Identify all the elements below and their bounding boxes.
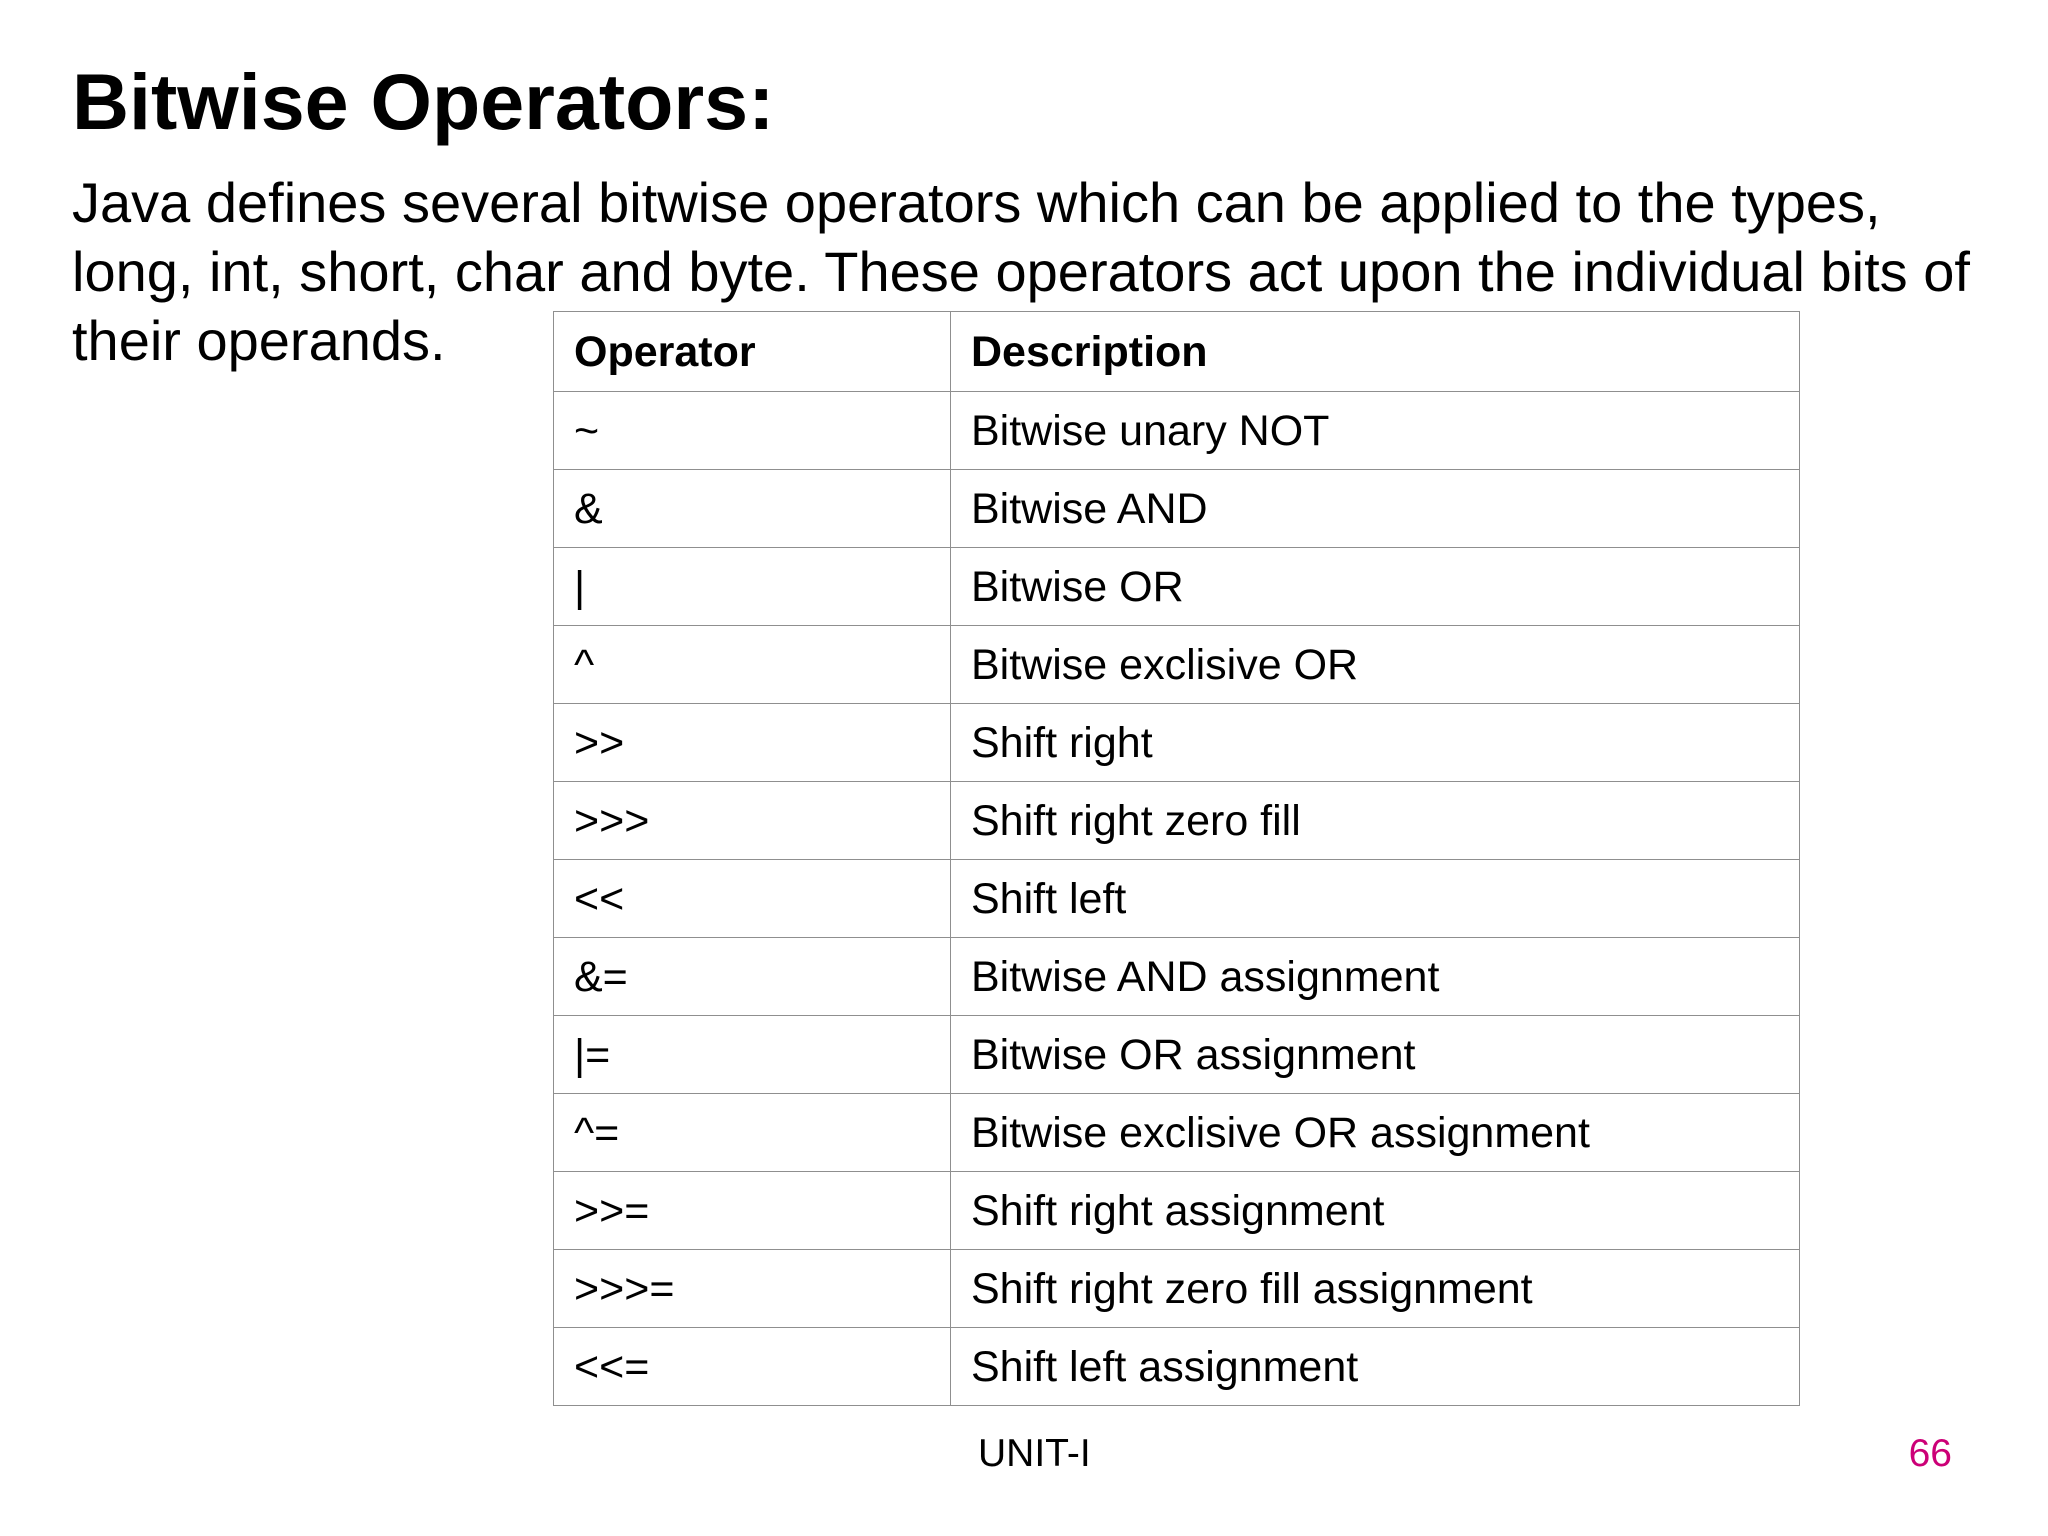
table-row — [554, 782, 1800, 860]
intro-paragraph: Java defines several bitwise operators which can be applied to the types, long, int, short, char and byte. These operators act upon the individual bits of their operands. — [72, 171, 1970, 372]
slide-page-number: 66 — [1908, 1432, 1952, 1475]
table-row — [554, 470, 1800, 548]
operator-cell: ^ — [554, 626, 951, 704]
operator-cell: &= — [554, 938, 951, 1016]
description-cell: Bitwise OR assignment — [951, 1016, 1800, 1094]
operator-cell: ^= — [554, 1094, 951, 1172]
table-row — [554, 548, 1800, 626]
operator-cell: >>= — [554, 1172, 951, 1250]
slide-title: Bitwise Operators: — [72, 57, 775, 146]
description-cell: Shift left assignment — [951, 1328, 1800, 1406]
operator-cell: | — [554, 548, 951, 626]
table-row — [554, 1094, 1800, 1172]
table-row — [554, 1172, 1800, 1250]
table-row — [554, 626, 1800, 704]
operator-cell: ~ — [554, 392, 951, 470]
description-cell: Shift right — [951, 704, 1800, 782]
description-cell: Bitwise unary NOT — [951, 392, 1800, 470]
description-cell: Shift right assignment — [951, 1172, 1800, 1250]
operator-cell: >> — [554, 704, 951, 782]
description-cell: Shift right zero fill assignment — [951, 1250, 1800, 1328]
description-cell: Bitwise OR — [951, 548, 1800, 626]
description-cell: Bitwise AND — [951, 470, 1800, 548]
footer-unit-label: UNIT-I — [978, 1432, 1091, 1475]
operator-cell: << — [554, 860, 951, 938]
table-row — [554, 392, 1800, 470]
column-header-description: Description — [951, 312, 1800, 392]
table-row — [554, 1328, 1800, 1406]
description-cell: Bitwise exclisive OR assignment — [951, 1094, 1800, 1172]
description-cell: Bitwise AND assignment — [951, 938, 1800, 1016]
table-row — [554, 1016, 1800, 1094]
description-cell: Bitwise exclisive OR — [951, 626, 1800, 704]
table-row — [554, 1250, 1800, 1328]
operator-cell: >>> — [554, 782, 951, 860]
operators-table — [553, 311, 1800, 1406]
operator-cell: >>>= — [554, 1250, 951, 1328]
description-cell: Shift left — [951, 860, 1800, 938]
operator-cell: & — [554, 470, 951, 548]
table-row — [554, 704, 1800, 782]
table-row — [554, 860, 1800, 938]
table-header-row — [554, 312, 1800, 392]
table-row — [554, 938, 1800, 1016]
operator-cell: <<= — [554, 1328, 951, 1406]
column-header-operator: Operator — [554, 312, 951, 392]
operator-cell: |= — [554, 1016, 951, 1094]
description-cell: Shift right zero fill — [951, 782, 1800, 860]
